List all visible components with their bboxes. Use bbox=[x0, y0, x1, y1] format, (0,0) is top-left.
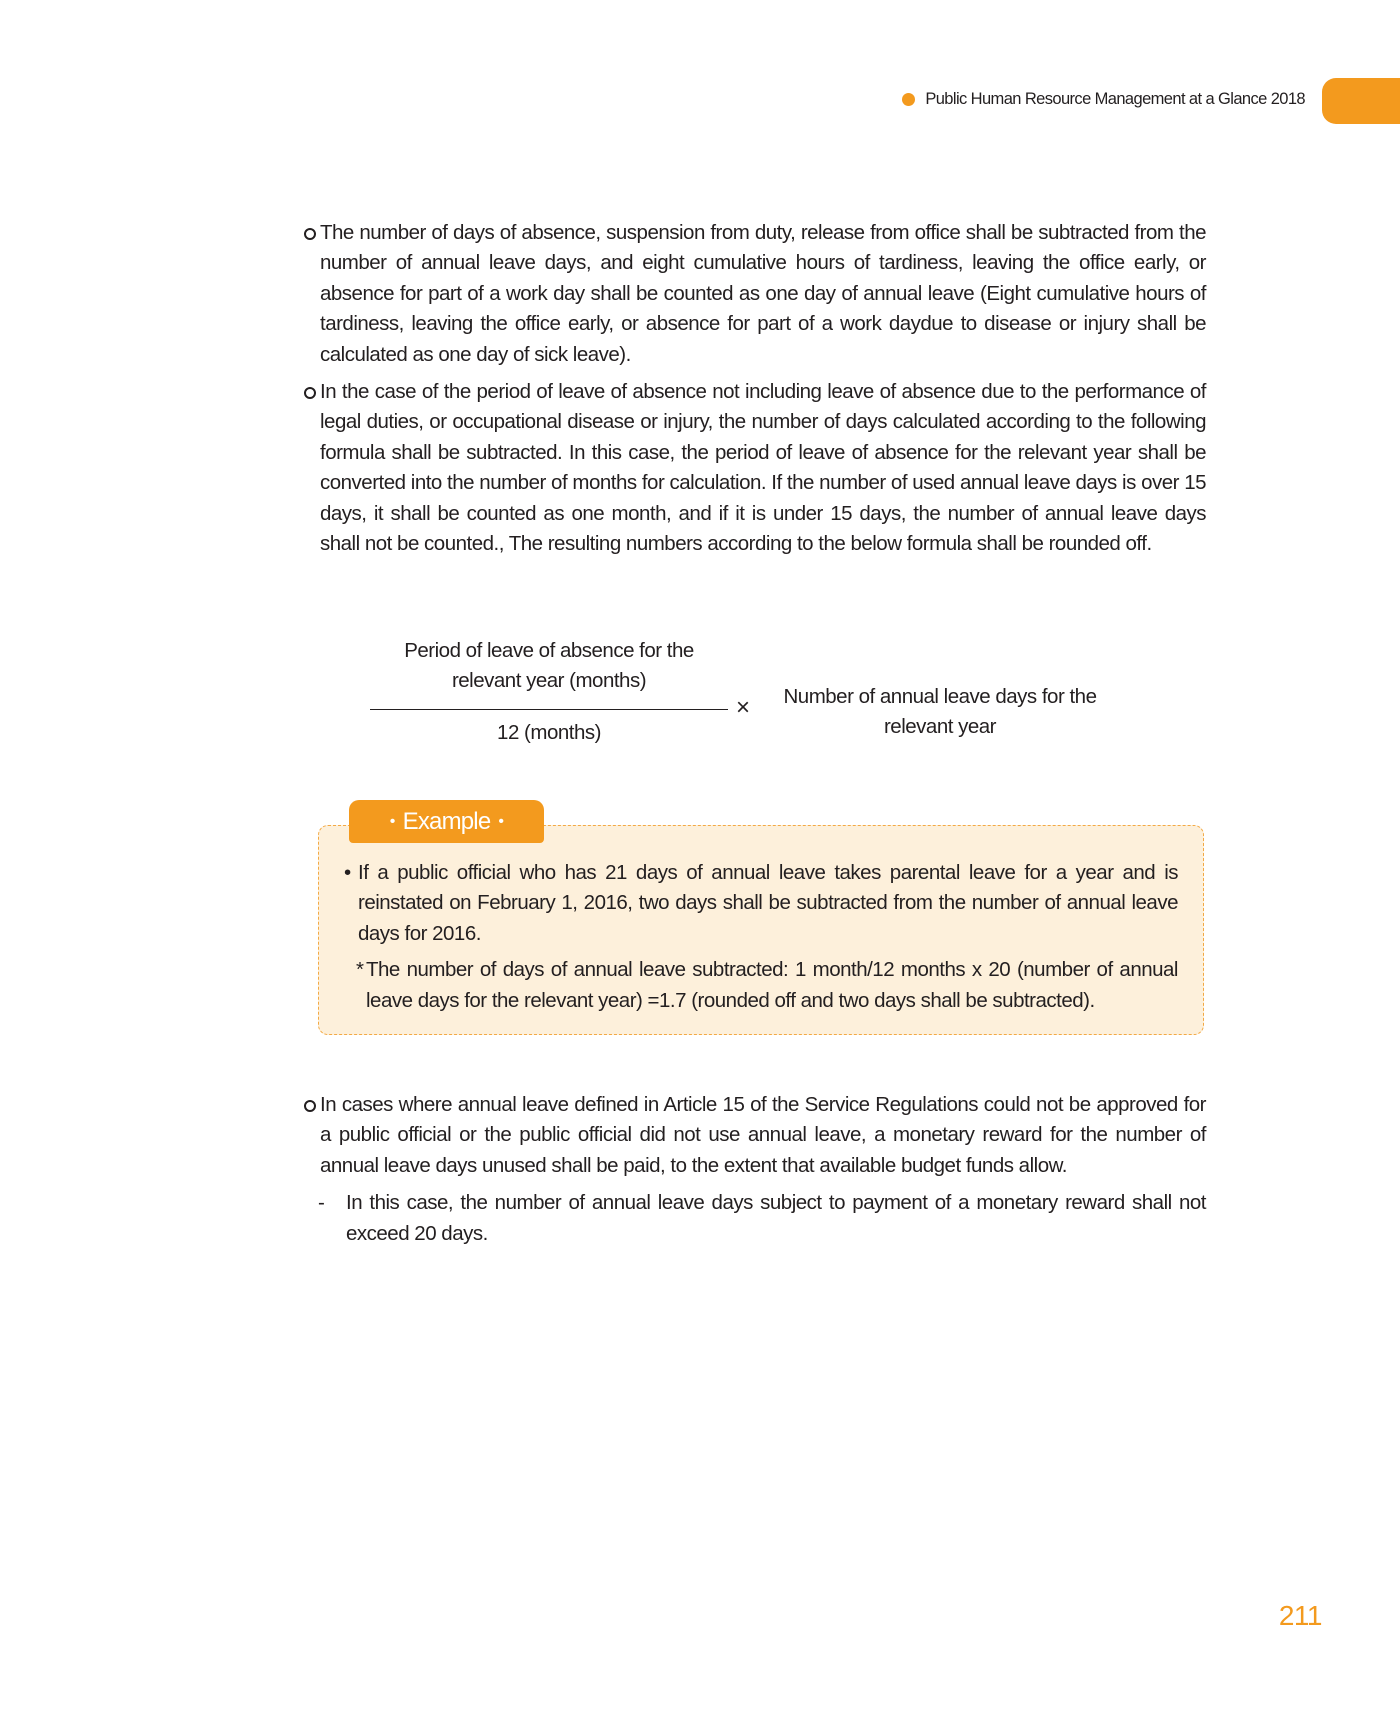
sub-item bbox=[318, 1188, 1206, 1249]
chapter-tab bbox=[1322, 78, 1400, 124]
paragraph-text: In the case of the period of leave of absence not including leave of absence due to the performance of legal duties, or occupational disease or injury, the number of days calculated according to the following formula shall be subtracted. In this case, the period of leave of absence for the relevant year shall be converted into the number of months for calculation. If the number of used annual leave days is over 15 days, it shall be counted as one month, and if it is under 15 days, the number of annual leave days shall not be counted., The resulting numbers according to the below formula shall be rounded off. bbox=[320, 380, 1206, 556]
page-number: 211 bbox=[1278, 1600, 1322, 1631]
paragraph-text: The number of days of absence, suspension from duty, release from office shall be subtracted from the number of annual leave days, and eight cumulative hours of tardiness, leaving the office early, or absence for part of a work day shall be counted as one day of annual leave (Eight cumulative hours of tardiness, leaving the office early, or absence for part of a work daydue to disease or injury shall be calculated as one day of sick leave). bbox=[320, 221, 1206, 366]
formula-denominator: 12 (months) bbox=[497, 721, 601, 744]
sub-item-text: In this case, the number of annual leave days subject to payment of a monetary reward shall not exceed 20 days. bbox=[346, 1191, 1206, 1245]
circle-bullet-icon bbox=[304, 228, 316, 240]
body-section-1 bbox=[302, 218, 1206, 566]
example-label bbox=[349, 800, 544, 843]
bullet-icon: • bbox=[344, 861, 351, 884]
fraction-line bbox=[370, 709, 728, 710]
running-header bbox=[902, 90, 1305, 109]
example-dot-icon: • bbox=[389, 812, 395, 830]
formula-fraction bbox=[370, 636, 728, 696]
asterisk-icon: * bbox=[356, 958, 364, 982]
header-bullet-icon bbox=[902, 93, 915, 106]
example-dot-icon: • bbox=[498, 812, 504, 830]
paragraph-text: In cases where annual leave defined in Article 15 of the Service Regulations could not be approved for a public official or the public official did not use annual leave, a monetary reward for the number of annual leave days unused shall be paid, to the extent that available budget funds allow. bbox=[320, 1093, 1206, 1177]
dash-marker: - bbox=[318, 1191, 325, 1215]
example-note-text: The number of days of annual leave subtracted: 1 month/12 months x 20 (number of annual leave days for the relevant year) =1.7 (rounded off and two days shall be subtracted). bbox=[366, 958, 1178, 1012]
formula-numerator: Period of leave of absence for the relevant year (months) bbox=[404, 639, 694, 692]
header-title: Public Human Resource Management at a Glance 2018 bbox=[925, 90, 1305, 108]
example-label-text: Example bbox=[402, 807, 491, 835]
circle-bullet-icon bbox=[304, 387, 316, 399]
paragraph-leave-of-absence bbox=[302, 377, 1206, 559]
circle-bullet-icon bbox=[304, 1100, 316, 1112]
body-section-2 bbox=[302, 1090, 1206, 1249]
example-item bbox=[344, 858, 1178, 949]
multiply-sign: × bbox=[736, 694, 750, 721]
example-content bbox=[344, 858, 1178, 1016]
example-note bbox=[344, 955, 1178, 1016]
formula-multiplier: Number of annual leave days for the relevant year bbox=[783, 685, 1097, 738]
example-item-text: If a public official who has 21 days of annual leave takes parental leave for a year and is reinstated on February 1, 2016, two days shall be subtracted from the number of annual leave days for 2016. bbox=[358, 861, 1178, 945]
paragraph-absence-subtraction bbox=[302, 218, 1206, 370]
paragraph-monetary-reward bbox=[302, 1090, 1206, 1181]
formula bbox=[370, 636, 1130, 746]
